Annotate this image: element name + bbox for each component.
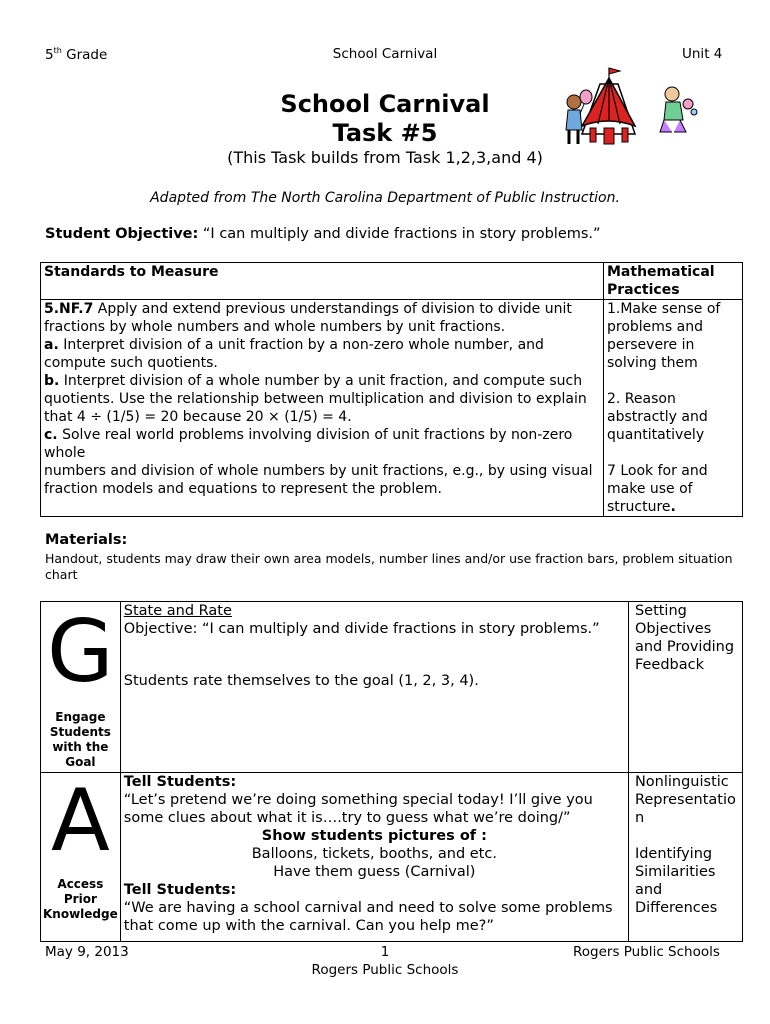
goal-rate: Students rate themselves to the goal (1, 2, 3, 4). xyxy=(123,673,479,689)
practices-list xyxy=(604,300,743,517)
access-letter-cell xyxy=(41,773,121,942)
standards-body-row xyxy=(41,300,743,517)
standards-table xyxy=(40,262,743,517)
goal-objective: Objective: “I can multiply and divide fractions in story problems.” xyxy=(123,621,600,637)
header-center: School Carnival xyxy=(332,46,438,62)
subtitle: (This Task builds from Task 1,2,3,and 4) xyxy=(227,148,543,167)
goal-strategy: Setting Objectives and Providing Feedback xyxy=(628,602,742,773)
materials-text: Handout, students may draw their own area models, number lines and/or use fraction bars, problem situation chart xyxy=(45,551,733,582)
task-number: Task #5 xyxy=(332,119,438,147)
page-title: School Carnival xyxy=(280,90,490,118)
materials-title: Materials: xyxy=(45,532,128,548)
strategy-similarities: Identifying Similarities and Differences xyxy=(634,846,718,916)
header-grade: 5th Grade xyxy=(45,46,108,63)
goal-letter: G xyxy=(47,602,114,702)
access-label: Access Prior Knowledge xyxy=(43,877,118,921)
goal-letter-cell xyxy=(41,602,121,773)
standards-header: Standards to Measure xyxy=(41,263,604,300)
standards-text: 5.NF.7 Apply and extend previous understandings of division to divide unit fractions by whole numbers and whole numbers by unit fractions. a. Interpret division of a unit fraction by a non-zero whole number, and compute such quotients. b. Interpret division of a whole number by a unit fraction, and compute such quotients. Use the relationship between multiplication and division to explain that 4 ÷ (1/5) = 20 because 20 × (1/5) = 4. c. Solve real world problems involving division of unit fractions by non-zero whole numbers and division of whole numbers by unit fractions, e.g., by using visual fraction models and equations to represent the problem. xyxy=(41,300,604,517)
quote-1: “Let’s pretend we’re doing something special today! I’ll give you some clues about what it is….try to guess what we’re doing/” xyxy=(123,792,593,826)
footer-page-number: 1 xyxy=(380,944,390,960)
footer-right: Rogers Public Schools xyxy=(573,944,720,960)
practices-header: Mathematical Practices xyxy=(604,263,743,300)
student-objective: Student Objective: “I can multiply and divide fractions in story problems.” xyxy=(45,226,601,242)
tell-students-1: Tell Students: xyxy=(123,774,237,790)
goal-content xyxy=(120,602,628,773)
practice-7: 7 Look for and make use of structure. xyxy=(607,463,708,515)
picture-items: Balloons, tickets, booths, and etc. xyxy=(251,846,497,862)
footer-date: May 9, 2013 xyxy=(45,944,129,960)
access-strategy xyxy=(628,773,742,942)
lesson-table xyxy=(40,601,743,942)
goal-row xyxy=(41,602,743,773)
quote-2: “We are having a school carnival and need to solve some problems that come up with the carnival. Can you help me?” xyxy=(123,900,613,934)
adapted-note: Adapted from The North Carolina Department of Public Instruction. xyxy=(150,190,620,206)
tell-students-2: Tell Students: xyxy=(123,882,237,898)
carnival-illustration xyxy=(560,64,700,148)
footer-center: Rogers Public Schools xyxy=(311,962,459,978)
access-row xyxy=(41,773,743,942)
header-unit: Unit 4 xyxy=(682,46,723,62)
practice-2: 2. Reason abstractly and quantitatively xyxy=(607,391,708,443)
access-content xyxy=(120,773,628,942)
show-students: Show students pictures of : xyxy=(261,828,487,844)
practice-1: 1.Make sense of problems and persevere in solving them xyxy=(607,301,721,371)
standards-header-row xyxy=(41,263,743,300)
state-rate-heading: State and Rate xyxy=(123,603,232,619)
guess-instruction: Have them guess (Carnival) xyxy=(273,864,476,880)
strategy-nonlinguistic: Nonlinguistic Representation xyxy=(634,774,736,826)
goal-label: Engage Students with the Goal xyxy=(49,710,111,769)
access-letter: A xyxy=(50,771,110,871)
